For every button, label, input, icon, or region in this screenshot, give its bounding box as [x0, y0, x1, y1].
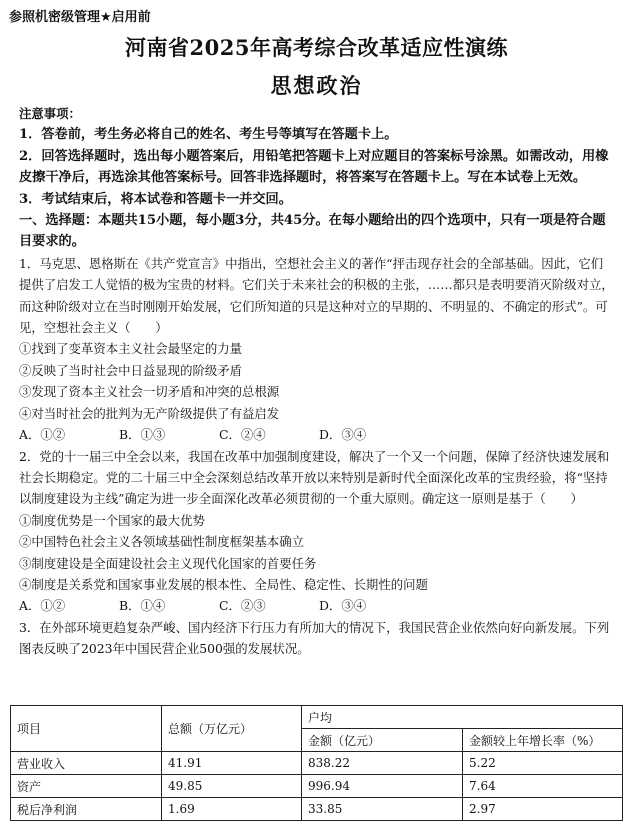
table-row: [11, 775, 623, 798]
table-row: [11, 752, 623, 775]
header-amount: 金额（亿元）: [302, 729, 463, 752]
question-1-statement: ②反映了当时社会中日益显现的阶级矛盾: [19, 362, 243, 378]
question-1-statement: ③发现了资本主义社会一切矛盾和冲突的总根源: [19, 384, 280, 400]
question-1-statement: ④对当时社会的批判为无产阶级提供了有益启发: [19, 405, 280, 421]
notes-heading: 注意事项：: [19, 106, 81, 121]
header-total: 总额（万亿元）: [162, 706, 302, 752]
cell-amount: 996.94: [302, 775, 463, 798]
question-2-statement: ②中国特色社会主义各领域基础性制度框架基本确立: [19, 534, 304, 550]
question-1-options: [19, 424, 615, 445]
question-1-stem: 1．马克思、恩格斯在《共产党宣言》中指出，空想社会主义的著作“抨击现存社会的全部基础。因此，它们提供了启发工人觉悟的极为宝贵的材料。它们关于未来社会的积极的主张，……都只是表明要消灭阶级对立，而这种阶级对立在当时刚刚开始发展，它们所知道的只是这种对立的早期的、不明显的、不确定的形式”。可见，空想社会主义（ ）: [19, 255, 614, 336]
cell-growth: 7.64: [463, 775, 623, 798]
exam-content: [19, 103, 615, 660]
note-item-1: 1．答卷前，考生务必将自己的姓名、考生号等填写在答题卡上。: [19, 127, 398, 143]
cell-growth: 5.22: [463, 752, 623, 775]
cell-total: 49.85: [162, 775, 302, 798]
note-item-3: 3．考试结束后，将本试卷和答题卡一并交回。: [19, 191, 292, 207]
question-2-options: [19, 595, 615, 616]
cell-item: 营业收入: [11, 752, 162, 775]
table-header-row: [11, 706, 623, 729]
header-growth: 金额较上年增长率（%）: [463, 729, 623, 752]
cell-amount: 838.22: [302, 752, 463, 775]
option-a: A．①②: [19, 598, 66, 614]
option-d: D．③④: [319, 427, 367, 443]
cell-item: 税后净利润: [11, 798, 162, 821]
question-1-statement: ①找到了变革资本主义社会最坚定的力量: [19, 341, 243, 357]
table-row: [11, 798, 623, 821]
question-2-statement: ④制度是关系党和国家事业发展的根本性、全局性、稳定性、长期性的问题: [19, 576, 428, 592]
header-average: 户均: [302, 706, 623, 729]
cell-total: 1.69: [162, 798, 302, 821]
header-item: 项目: [11, 706, 162, 752]
subject-title: 思想政治: [270, 73, 363, 98]
question-2-statement: ③制度建设是全面建设社会主义现代化国家的首要任务: [19, 555, 317, 571]
confidential-label: 参照机密级管理★启用前: [9, 10, 151, 25]
cell-amount: 33.85: [302, 798, 463, 821]
option-d: D．③④: [319, 598, 367, 614]
enterprise-data-table: [10, 705, 623, 821]
question-2-statement: ①制度优势是一个国家的最大优势: [19, 512, 205, 528]
option-b: B．①④: [119, 598, 166, 614]
option-c: C．②④: [219, 427, 266, 443]
option-a: A．①②: [19, 427, 66, 443]
question-2-stem: 2．党的十一届三中全会以来，我国在改革中加强制度建设，解决了一个又一个问题，保障了经济快速发展和社会长期稳定。党的二十届三中全会深刻总结改革开放以来特别是新时代全面深化改革的宝贵经验，将“坚持以制度建设为主线”确定为进一步全面深化改革必须贯彻的一个重大原则。确定这一原则是基于（ ）: [19, 448, 610, 507]
cell-total: 41.91: [162, 752, 302, 775]
option-c: C．②③: [219, 598, 266, 614]
option-b: B．①③: [119, 427, 166, 443]
cell-growth: 2.97: [463, 798, 623, 821]
cell-item: 资产: [11, 775, 162, 798]
section-heading: 一、选择题：本题共15小题，每小题3分，共45分。在每小题给出的四个选项中，只有一项是符合题目要求的。: [19, 213, 606, 250]
exam-title: 河南省2025年高考综合改革适应性演练: [125, 35, 508, 60]
question-3-stem: 3．在外部环境更趋复杂严峻、国内经济下行压力有所加大的情况下，我国民营企业依然向好向新发展。下列图表反映了2023年中国民营企业500强的发展状况。: [19, 619, 610, 657]
note-item-2: 2．回答选择题时，选出每小题答案后，用铅笔把答题卡上对应题目的答案标号涂黑。如需改动，用橡皮擦干净后，再选涂其他答案标号。回答非选择题时，将答案写在答题卡上。写在本试卷上无效。: [19, 148, 609, 186]
